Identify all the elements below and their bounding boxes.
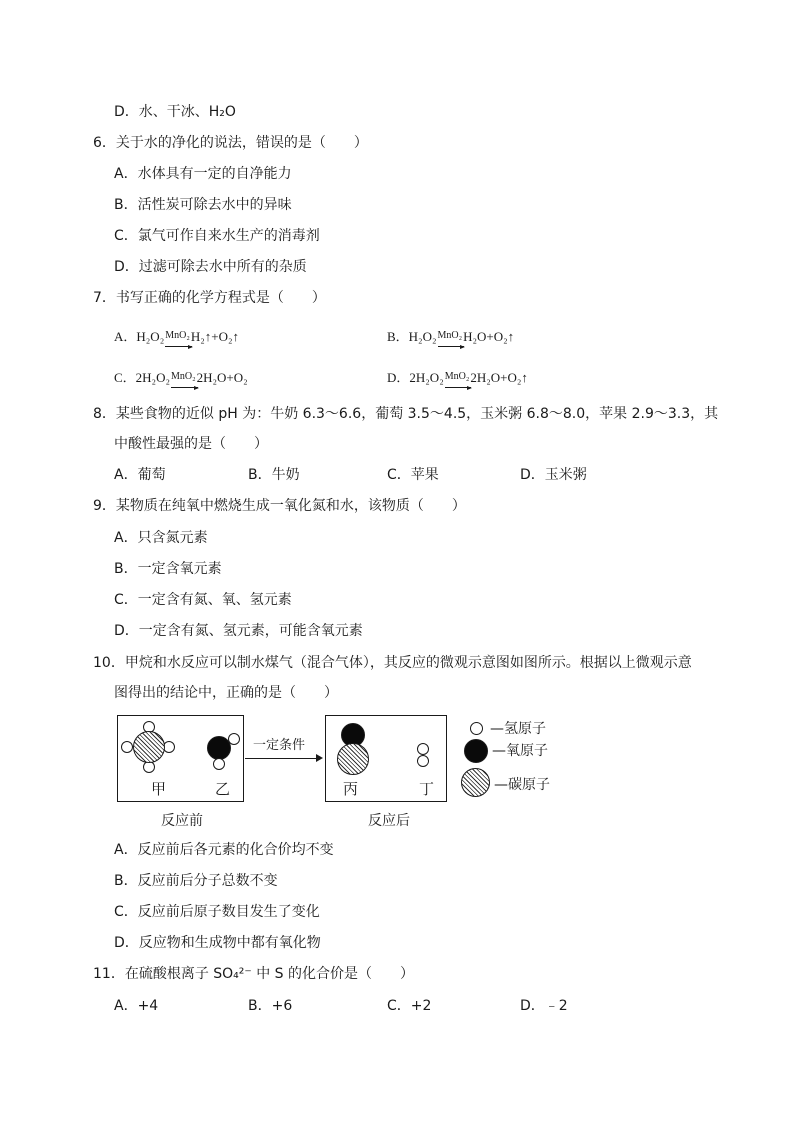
q11-option-a: A．+4 (114, 998, 159, 1014)
equation-product: 2H₂O+O₂ (196, 370, 248, 385)
reaction-condition: MnO₂ (165, 327, 190, 345)
hydrogen-atom-icon (213, 758, 225, 770)
carbon-legend-icon (461, 768, 490, 797)
label-bing: 丙 (343, 780, 359, 798)
equation-reactant: 2H₂O₂ (409, 370, 444, 385)
reaction-condition: MnO₂ (171, 368, 196, 386)
reaction-condition: MnO₂ (438, 327, 463, 345)
q8-stem-line1: 8．某些食物的近似 pH 为：牛奶 6.3～6.6，葡萄 3.5～4.5，玉米粥 6.8～8.0，苹果 2.9～3.3，其 (93, 406, 719, 422)
carbon-atom-icon (337, 743, 369, 775)
q6-option-b: B．活性炭可除去水中的异味 (114, 197, 292, 213)
carbon-atom-icon (133, 731, 165, 763)
caption-after: 反应后 (368, 813, 410, 829)
legend-hydrogen: —氢原子 (490, 721, 546, 737)
q8-option-d: D．玉米粥 (520, 467, 587, 483)
equation-reactant: 2H₂O₂ (135, 370, 171, 385)
q10-option-c: C．反应前后原子数目发生了变化 (114, 904, 320, 920)
q9-stem: 9．某物质在纯氧中燃烧生成一氧化氮和水，该物质（ ） (93, 498, 466, 514)
q9-option-d: D．一定含有氮、氢元素，可能含氧元素 (114, 623, 363, 639)
reaction-condition: MnO₂ (445, 368, 470, 386)
q7-option-a (114, 327, 239, 346)
label-jia: 甲 (151, 780, 167, 798)
option-label: D． (387, 370, 410, 385)
legend-carbon: —碳原子 (494, 777, 550, 793)
q11-option-d: D．﹣2 (520, 998, 568, 1014)
equation-reactant: H₂O₂ (136, 329, 165, 344)
q10-option-d: D．反应物和生成物中都有氧化物 (114, 935, 321, 951)
equation-product: H₂O+O₂↑ (463, 329, 515, 344)
label-yi: 乙 (215, 780, 231, 798)
label-ding: 丁 (419, 780, 435, 798)
q9-option-c: C．一定含有氮、氧、氢元素 (114, 592, 292, 608)
q8-option-a: A．葡萄 (114, 467, 166, 483)
hydrogen-atom-icon (417, 743, 429, 755)
reaction-arrow (245, 758, 317, 759)
q7-stem: 7．书写正确的化学方程式是（ ） (93, 290, 326, 306)
legend-oxygen: —氧原子 (492, 743, 548, 759)
hydrogen-legend-icon (470, 722, 483, 735)
q9-option-a: A．只含氮元素 (114, 530, 208, 546)
hydrogen-atom-icon (417, 755, 429, 767)
q8-option-c: C．苹果 (387, 467, 439, 483)
equation-product: H₂↑+O₂↑ (190, 329, 240, 344)
q6-option-a: A．水体具有一定的自净能力 (114, 166, 292, 182)
q8-option-b: B．牛奶 (248, 467, 300, 483)
q6-option-c: C．氯气可作自来水生产的消毒剂 (114, 228, 320, 244)
q10-stem-line2: 图得出的结论中，正确的是（ ） (114, 685, 338, 701)
q10-option-b: B．反应前后分子总数不变 (114, 873, 278, 889)
option-label: B． (387, 329, 409, 344)
q5-option-d: D．水、干冰、H₂O (114, 104, 236, 120)
q10-stem-line1: 10．甲烷和水反应可以制水煤气（混合气体），其反应的微观示意图如图所示。根据以上微观示意 (93, 655, 692, 671)
equation-reactant: H₂O₂ (408, 329, 437, 344)
q11-option-c: C．+2 (387, 998, 432, 1014)
caption-before: 反应前 (161, 813, 203, 829)
option-label: A． (114, 329, 137, 344)
q7-option-c (114, 368, 248, 387)
arrow-head-icon (316, 754, 323, 762)
q10-option-a: A．反应前后各元素的化合价均不变 (114, 842, 334, 858)
oxygen-legend-icon (464, 739, 488, 763)
q7-option-d (387, 368, 528, 387)
q6-option-d: D．过滤可除去水中所有的杂质 (114, 259, 307, 275)
q9-option-b: B．一定含氧元素 (114, 561, 222, 577)
q7-option-b (387, 327, 514, 346)
q6-stem: 6．关于水的净化的说法，错误的是（ ） (93, 135, 368, 151)
hydrogen-atom-icon (121, 741, 133, 753)
option-label: C． (114, 370, 136, 385)
hydrogen-atom-icon (228, 733, 240, 745)
q11-option-b: B．+6 (248, 998, 293, 1014)
equation-product: 2H₂O+O₂↑ (470, 370, 528, 385)
q8-stem-line2: 中酸性最强的是（ ） (114, 436, 268, 452)
before-reaction-box (117, 715, 244, 802)
reaction-condition-label: 一定条件 (253, 738, 306, 753)
after-reaction-box (325, 715, 447, 802)
q11-stem: 11．在硫酸根离子 SO₄²⁻ 中 S 的化合价是（ ） (93, 966, 415, 982)
